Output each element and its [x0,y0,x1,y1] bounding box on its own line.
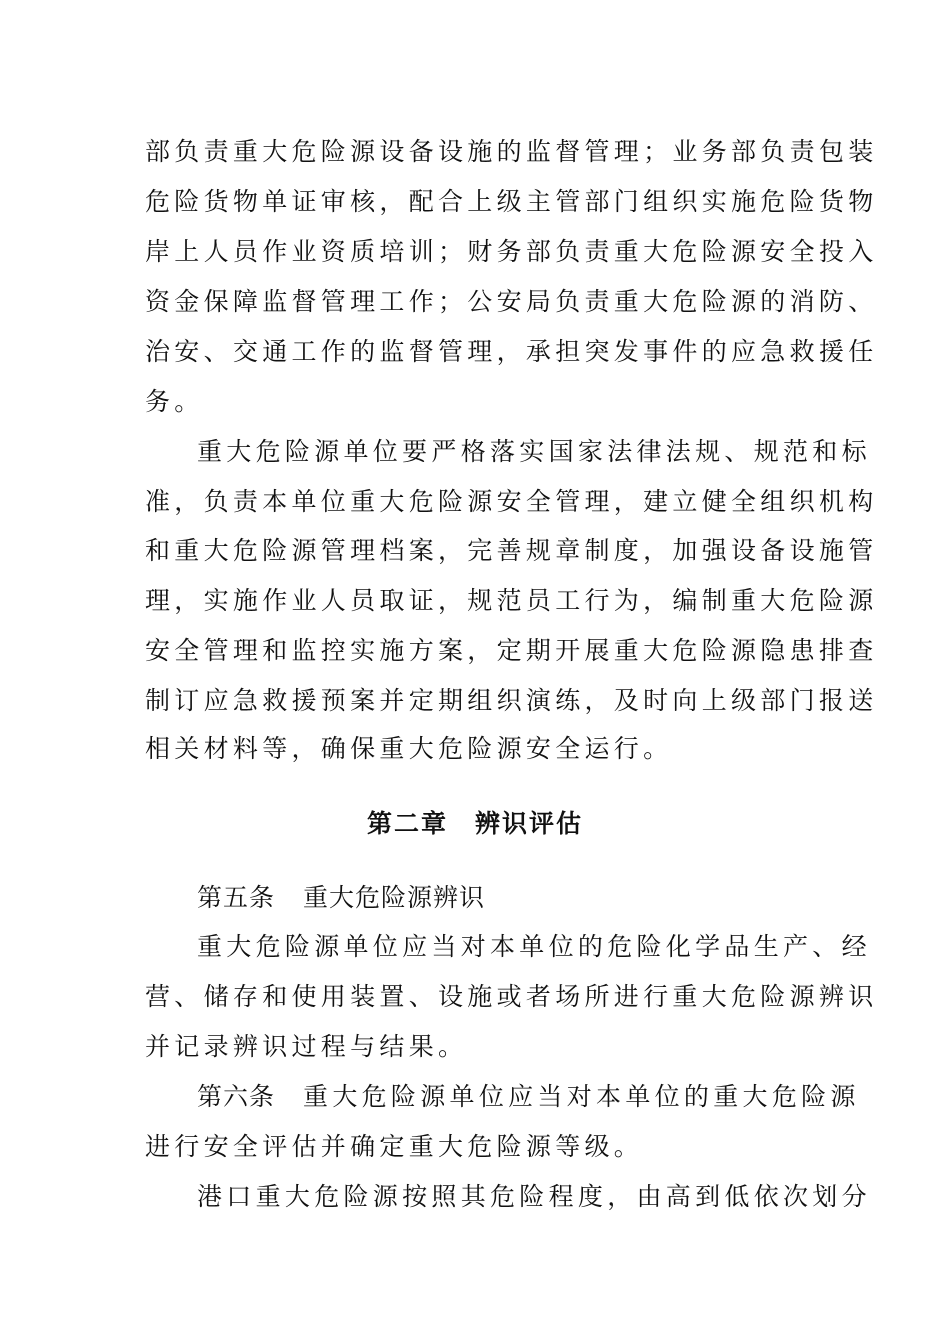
text-line: 理，实施作业人员取证，规范员工行为，编制重大危险源 [145,586,878,615]
article-text: 重大危险源单位应当对本单位的重大危险源 [303,1082,860,1111]
text-line: 制订应急救援预案并定期组织演练，及时向上级部门报送 [145,686,878,715]
text-line: 和重大危险源管理档案，完善规章制度，加强设备设施管 [145,536,878,565]
article-heading [197,880,805,916]
text-line: 重大危险源单位应当对本单位的危险化学品生产、经 [197,932,871,961]
article-title: 重大危险源辨识 [303,883,486,912]
text-line: 危险货物单证审核，配合上级主管部门组织实施危险货物 [145,187,878,216]
text-line: 相关材料等，确保重大危险源安全运行。 [145,734,673,763]
article-label: 第六条 [197,1082,276,1111]
text-line: 务。 [145,387,204,416]
text-line: 资金保障监督管理工作；公安局负责重大危险源的消防、 [145,287,878,316]
text-line: 重大危险源单位要严格落实国家法律法规、规范和标 [197,437,871,466]
text-line: 治安、交通工作的监督管理，承担突发事件的应急救援任 [145,337,878,366]
text-line: 营、储存和使用装置、设施或者场所进行重大危险源辨识 [145,982,878,1011]
text-line: 准，负责本单位重大危险源安全管理，建立健全组织机构 [145,487,878,516]
chapter-heading: 第二章 辨识评估 [366,809,583,838]
text-line: 并记录辨识过程与结果。 [145,1032,468,1061]
text-line: 进行安全评估并确定重大危险源等级。 [145,1132,644,1161]
text-line: 部负责重大危险源设备设施的监督管理；业务部负责包装 [145,137,878,166]
article-label: 第五条 [197,883,276,912]
text-line: 港口重大危险源按照其危险程度，由高到低依次划分 [197,1182,871,1211]
text-line: 岸上人员作业资质培训；财务部负责重大危险源安全投入 [145,237,878,266]
article-paragraph [197,1079,860,1115]
text-line: 安全管理和监控实施方案，定期开展重大危险源隐患排查 [145,636,878,665]
